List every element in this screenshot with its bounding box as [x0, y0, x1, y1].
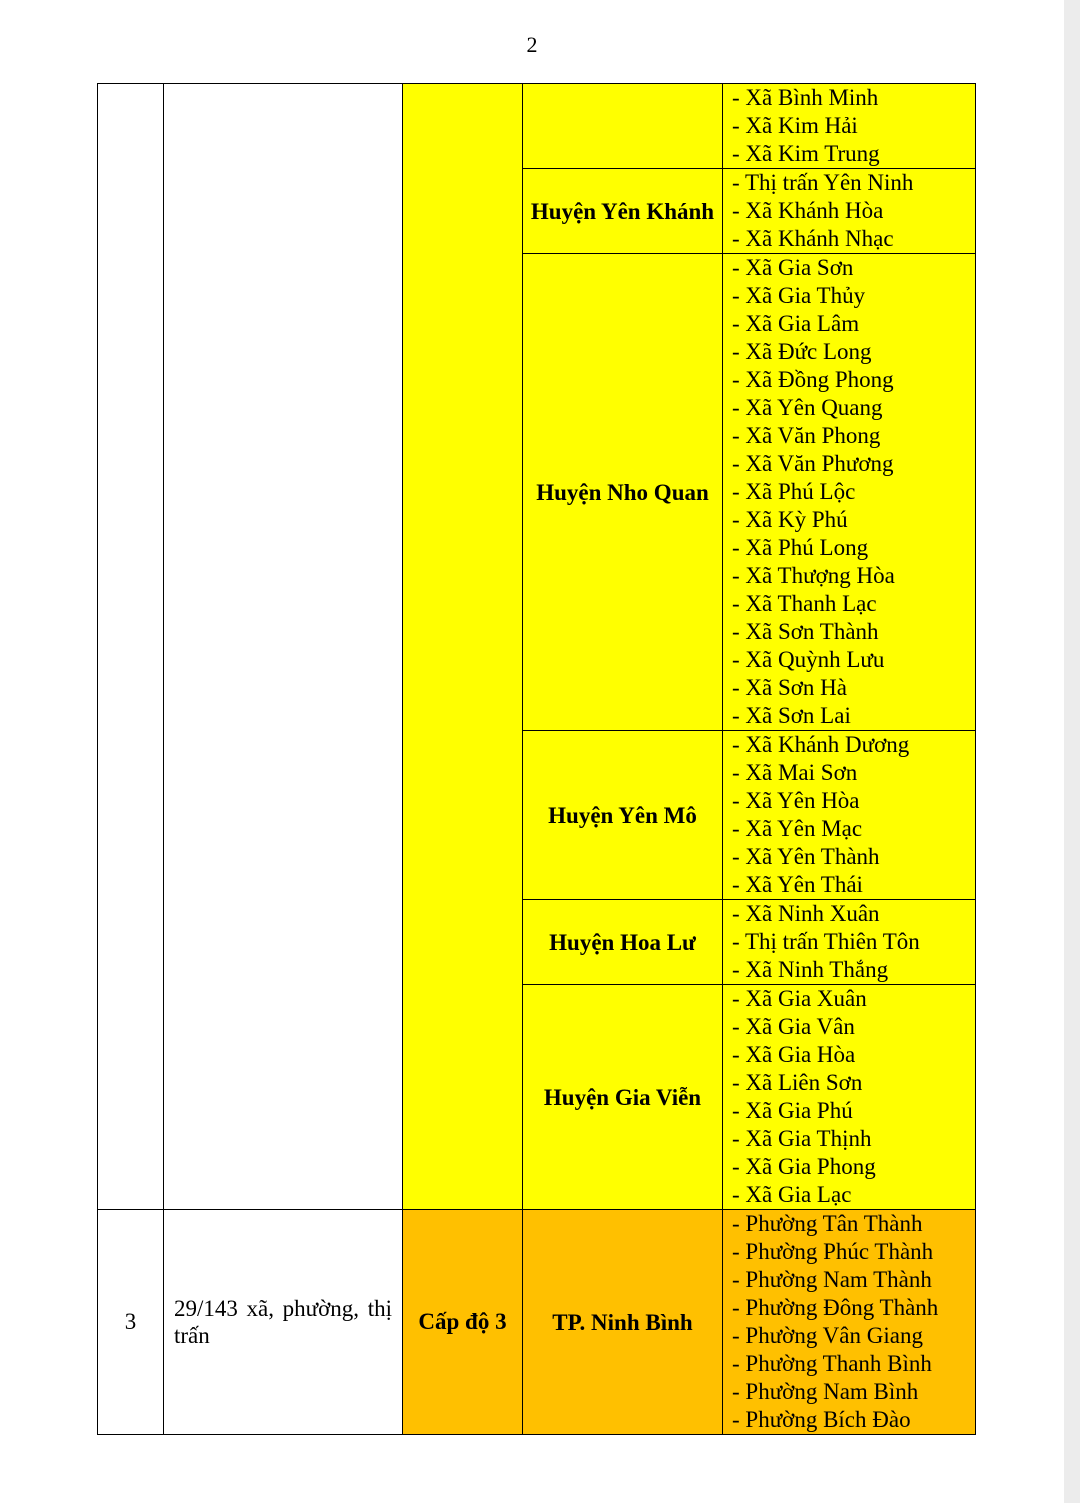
table-row [98, 1210, 976, 1435]
commune-list [723, 254, 976, 731]
commune-item: - Xã Ninh Thắng [732, 957, 889, 982]
commune-item: - Xã Kim Hải [732, 113, 858, 138]
district-cell: Huyện Yên Mô [523, 731, 723, 900]
commune-item: - Xã Gia Lạc [732, 1182, 852, 1207]
commune-item: - Xã Đức Long [732, 339, 872, 364]
commune-item: - Xã Yên Thái [732, 872, 863, 897]
commune-list [723, 985, 976, 1210]
commune-item: - Phường Thanh Bình [732, 1351, 932, 1376]
stt-cell-continued [98, 84, 164, 1210]
commune-item: - Phường Đông Thành [732, 1295, 939, 1320]
commune-item: - Xã Gia Thịnh [732, 1126, 872, 1151]
district-cell: Huyện Gia Viễn [523, 985, 723, 1210]
commune-item: - Xã Kim Trung [732, 141, 880, 166]
commune-item: - Xã Mai Sơn [732, 760, 858, 785]
commune-item: - Xã Yên Mạc [732, 816, 863, 841]
commune-item: - Xã Phú Long [732, 535, 869, 560]
commune-item: - Xã Phú Lộc [732, 479, 856, 504]
commune-item: - Phường Nam Thành [732, 1267, 932, 1292]
commune-item: - Xã Gia Phú [732, 1098, 853, 1123]
commune-item: - Xã Gia Phong [732, 1154, 876, 1179]
commune-item: - Thị trấn Thiên Tôn [732, 929, 920, 954]
table-row [98, 84, 976, 169]
commune-item: - Phường Nam Bình [732, 1379, 919, 1404]
commune-item: - Xã Kỳ Phú [732, 507, 848, 532]
commune-list [723, 1210, 976, 1435]
commune-item: - Xã Văn Phương [732, 451, 894, 476]
commune-list [723, 84, 976, 169]
district-cell: TP. Ninh Bình [523, 1210, 723, 1435]
commune-item: - Xã Sơn Thành [732, 619, 879, 644]
summary-cell-continued [164, 84, 403, 1210]
stt-cell: 3 [98, 1210, 164, 1435]
commune-item: - Xã Thanh Lạc [732, 591, 877, 616]
commune-item: - Xã Yên Quang [732, 395, 883, 420]
page-number: 2 [526, 32, 538, 57]
commune-item: - Xã Khánh Nhạc [732, 226, 894, 251]
commune-item: - Xã Ninh Xuân [732, 901, 880, 926]
district-cell: Huyện Yên Khánh [523, 169, 723, 254]
commune-item: - Xã Thượng Hòa [732, 563, 895, 588]
commune-item: - Xã Gia Thủy [732, 283, 866, 308]
commune-item: - Xã Sơn Hà [732, 675, 847, 700]
zone-table [97, 83, 976, 1435]
summary-cell: 29/143 xã, phường, thị trấn [164, 1210, 403, 1435]
commune-item: - Xã Gia Lâm [732, 311, 860, 336]
commune-item: - Phường Phúc Thành [732, 1239, 934, 1264]
commune-item: - Xã Sơn Lai [732, 703, 851, 728]
commune-item: - Phường Tân Thành [732, 1211, 923, 1236]
commune-item: - Xã Yên Hòa [732, 788, 860, 813]
commune-item: - Xã Đồng Phong [732, 367, 894, 392]
commune-list [723, 169, 976, 254]
level-cell-continued [403, 84, 523, 1210]
commune-item: - Xã Yên Thành [732, 844, 880, 869]
commune-item: - Phường Bích Đào [732, 1407, 911, 1432]
commune-item: - Xã Gia Xuân [732, 986, 867, 1011]
commune-list [723, 900, 976, 985]
level-cell: Cấp độ 3 [403, 1210, 523, 1435]
commune-item: - Xã Bình Minh [732, 85, 879, 110]
commune-item: - Xã Gia Sơn [732, 255, 854, 280]
commune-item: - Xã Khánh Dương [732, 732, 910, 757]
commune-item: - Xã Văn Phong [732, 423, 881, 448]
district-cell: Huyện Nho Quan [523, 254, 723, 731]
district-cell: Huyện Hoa Lư [523, 900, 723, 985]
commune-list [723, 731, 976, 900]
district-cell [523, 84, 723, 169]
commune-item: - Xã Quỳnh Lưu [732, 647, 885, 672]
commune-item: - Phường Vân Giang [732, 1323, 923, 1348]
commune-item: - Xã Gia Hòa [732, 1042, 856, 1067]
commune-item: - Xã Gia Vân [732, 1014, 855, 1039]
commune-item: - Thị trấn Yên Ninh [732, 170, 914, 195]
commune-item: - Xã Khánh Hòa [732, 198, 884, 223]
commune-item: - Xã Liên Sơn [732, 1070, 863, 1095]
